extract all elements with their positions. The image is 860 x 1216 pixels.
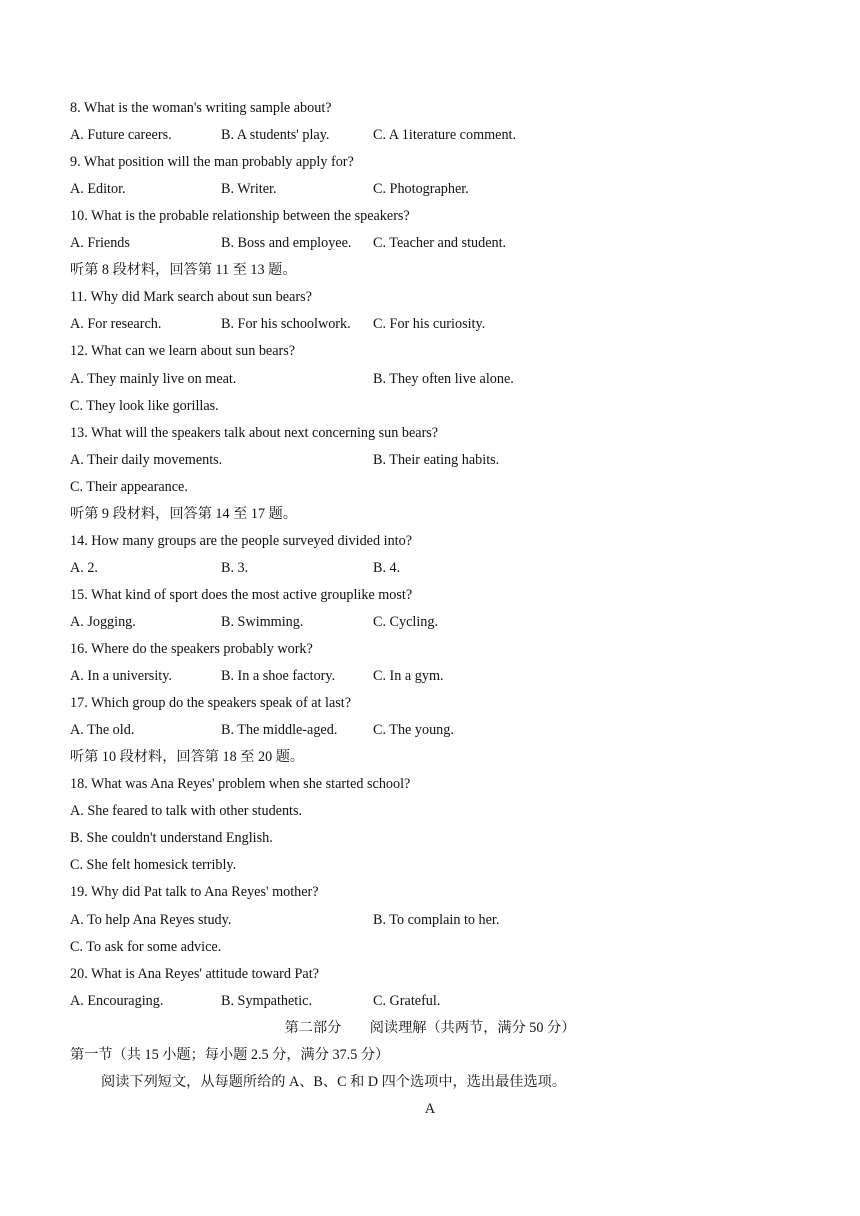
answer-option: C. Cycling. — [373, 613, 439, 630]
question-line: 18. What was Ana Reyes' problem when she started school? — [70, 776, 411, 793]
answer-option: B. In a shoe factory. — [221, 668, 336, 685]
answer-option: A. 2. — [70, 559, 98, 576]
answer-option: B. Sympathetic. — [221, 992, 313, 1009]
answer-option: B. Their eating habits. — [373, 451, 500, 468]
question-line: 19. Why did Pat talk to Ana Reyes' mother? — [70, 884, 319, 901]
question-line: 12. What can we learn about sun bears? — [70, 343, 296, 360]
question-line: 20. What is Ana Reyes' attitude toward Pat? — [70, 965, 319, 982]
question-line: B. She couldn't understand English. — [70, 830, 273, 847]
answer-option: C. In a gym. — [373, 668, 444, 685]
answer-option: C. For his curiosity. — [373, 316, 486, 333]
answer-option: A. Friends — [70, 235, 130, 252]
answer-option: C. Teacher and student. — [373, 235, 507, 252]
question-line: 15. What kind of sport does the most active grouplike most? — [70, 586, 413, 603]
question-line: 8. What is the woman's writing sample about? — [70, 100, 332, 116]
question-line: C. She felt homesick terribly. — [70, 857, 237, 874]
answer-option: A. For research. — [70, 316, 162, 333]
question-line: C. They look like gorillas. — [70, 397, 219, 414]
section-heading: 第二部分 阅读理解（共两节，满分 50 分） — [284, 1019, 576, 1036]
question-line: 第一节（共 15 小题；每小题 2.5 分，满分 37.5 分） — [70, 1046, 390, 1063]
question-line: 13. What will the speakers talk about next concerning sun bears? — [70, 424, 439, 441]
question-line: 9. What position will the man probably apply for? — [70, 154, 354, 171]
answer-option: A. Future careers. — [70, 127, 172, 144]
answer-option: B. A students' play. — [221, 127, 330, 144]
answer-option: B. For his schoolwork. — [221, 316, 351, 333]
answer-option: A. The old. — [70, 722, 135, 739]
answer-option: B. Swimming. — [221, 613, 304, 630]
answer-option: B. Boss and employee. — [221, 235, 352, 252]
instruction-text: 阅读下列短文，从每题所给的 A、B、C 和 D 四个选项中，选出最佳选项。 — [101, 1073, 567, 1090]
answer-option: B. The middle-aged. — [221, 722, 338, 739]
answer-option: B. 3. — [221, 559, 249, 576]
question-line: 17. Which group do the speakers speak of at last? — [70, 695, 352, 712]
question-line: C. Their appearance. — [70, 478, 188, 495]
answer-option: B. Writer. — [221, 181, 277, 198]
listening-section-note: 听第 10 段材料，回答第 18 至 20 题。 — [70, 749, 305, 766]
answer-option: C. Grateful. — [373, 992, 441, 1009]
answer-option: A. Jogging. — [70, 613, 136, 630]
section-heading: A — [424, 1100, 436, 1117]
answer-option: A. To help Ana Reyes study. — [70, 911, 232, 928]
answer-option: C. The young. — [373, 722, 454, 739]
answer-option: A. In a university. — [70, 668, 172, 685]
answer-option: B. 4. — [373, 559, 401, 576]
answer-option: C. A 1iterature comment. — [373, 127, 517, 144]
answer-option: A. They mainly live on meat. — [70, 370, 237, 387]
answer-option: A. Editor. — [70, 181, 126, 198]
answer-option: A. Their daily movements. — [70, 451, 223, 468]
answer-option: C. Photographer. — [373, 181, 469, 198]
question-line: C. To ask for some advice. — [70, 938, 222, 955]
question-line: 14. How many groups are the people surveyed divided into? — [70, 532, 412, 549]
question-line: 10. What is the probable relationship between the speakers? — [70, 208, 410, 225]
question-line: 16. Where do the speakers probably work? — [70, 641, 313, 657]
answer-option: A. Encouraging. — [70, 992, 164, 1009]
listening-section-note: 听第 8 段材料，回答第 11 至 13 题。 — [70, 262, 297, 279]
question-line: A. She feared to talk with other students. — [70, 803, 303, 820]
answer-option: B. To complain to her. — [373, 911, 500, 928]
listening-section-note: 听第 9 段材料，回答第 14 至 17 题。 — [70, 505, 298, 522]
question-line: 11. Why did Mark search about sun bears? — [70, 289, 312, 306]
answer-option: B. They often live alone. — [373, 370, 514, 387]
